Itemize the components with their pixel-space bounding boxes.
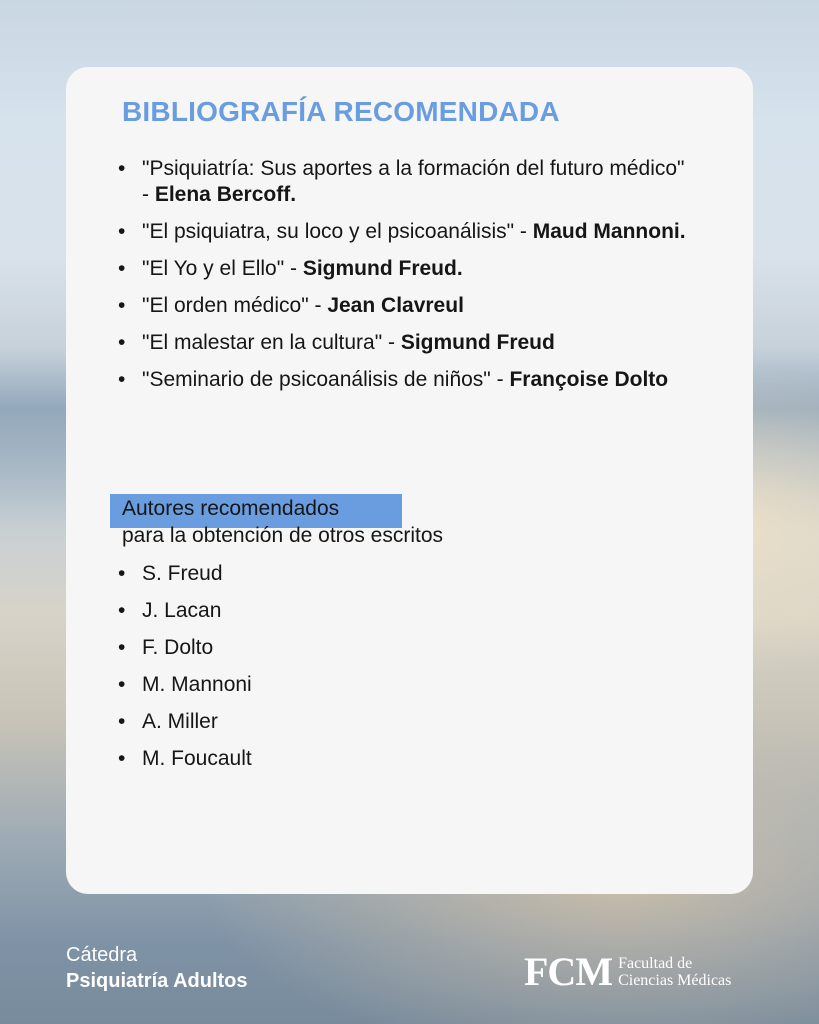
bibliography-item <box>116 256 686 282</box>
work-author: Françoise Dolto <box>509 368 669 391</box>
bibliography-item <box>116 330 686 356</box>
author-item: • A. Miller <box>116 709 252 735</box>
work-title: "El Yo y el Ello" - <box>142 257 303 280</box>
work-author: Maud Mannoni. <box>532 220 686 243</box>
work-author: Jean Clavreul <box>327 294 464 317</box>
bibliography-item <box>116 367 686 393</box>
work-title: "Psiquiatría: Sus aportes a la formación del futuro médico" - <box>142 157 685 206</box>
author-item: • F. Dolto <box>116 635 252 661</box>
work-author: Sigmund Freud. <box>302 257 463 280</box>
work-author: Elena Bercoff. <box>154 183 297 206</box>
work-title: "Seminario de psicoanálisis de niños" - <box>142 368 510 391</box>
work-title: "El psiquiatra, su loco y el psicoanálisis" - <box>142 220 533 243</box>
work-title: "El orden médico" - <box>142 294 328 317</box>
bibliography-item <box>116 293 686 319</box>
work-author: Sigmund Freud <box>400 331 555 354</box>
authors-heading: Autores recomendados <box>122 497 340 520</box>
work-title: "El malestar en la cultura" - <box>142 331 401 354</box>
bibliography-item <box>116 219 686 245</box>
footer-label: Cátedra <box>66 944 138 966</box>
author-item: • M. Foucault <box>116 746 252 772</box>
footer-course <box>66 942 248 994</box>
logo-mark: FCM <box>524 949 613 994</box>
author-item: • J. Lacan <box>116 598 252 624</box>
authors-heading-highlight <box>110 494 402 528</box>
page-title: BIBLIOGRAFÍA RECOMENDADA <box>122 96 560 127</box>
faculty-logo <box>524 949 732 994</box>
author-item: • M. Mannoni <box>116 672 252 698</box>
authors-list <box>116 561 252 783</box>
authors-subheading: para la obtención de otros escritos <box>122 524 444 547</box>
author-item: • S. Freud <box>116 561 252 587</box>
logo-line-1: Facultad de <box>618 955 693 972</box>
bibliography-list <box>116 156 686 404</box>
logo-text <box>618 955 731 989</box>
logo-line-2: Ciencias Médicas <box>618 972 732 989</box>
footer-subject: Psiquiatría Adultos <box>66 970 248 992</box>
bibliography-item <box>116 156 686 208</box>
